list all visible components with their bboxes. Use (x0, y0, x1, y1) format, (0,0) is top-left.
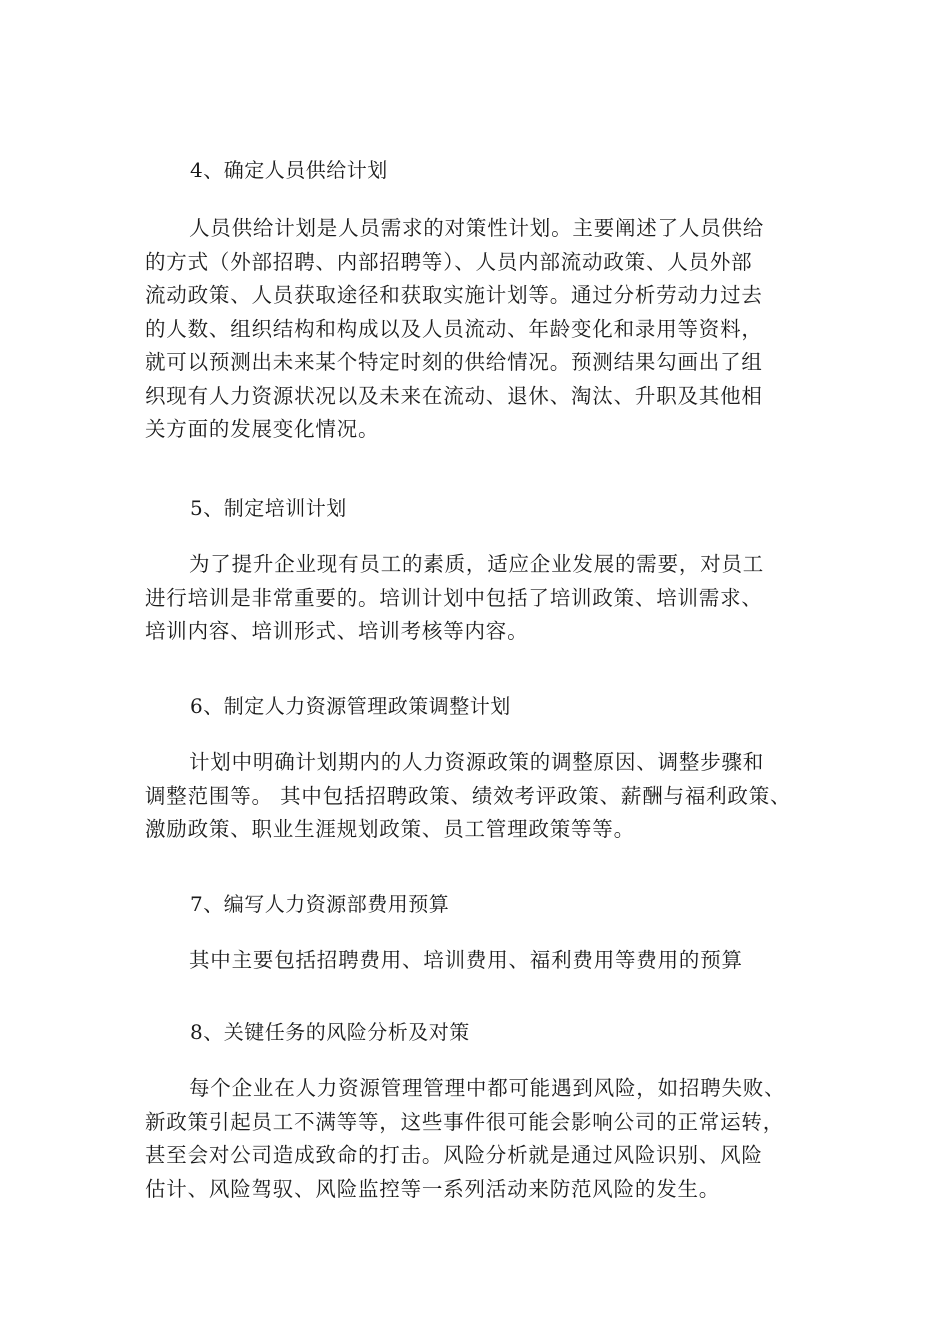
paragraph-line: 为了提升企业现有员工的素质，适应企业发展的需要，对员工 (189, 552, 765, 576)
paragraph-line: 调整范围等。 其中包括招聘政策、绩效考评政策、薪酬与福利政策、 (145, 783, 792, 808)
section-heading-4: 4、确定人员供给计划 (190, 158, 388, 182)
paragraph-line: 关方面的发展变化情况。 (145, 417, 380, 441)
paragraph-line: 激励政策、职业生涯规划政策、员工管理政策等等。 (145, 817, 635, 841)
section-heading-7: 7、编写人力资源部费用预算 (190, 892, 450, 916)
section-heading-5: 5、制定培训计划 (190, 496, 347, 520)
section-paragraph-6 (145, 746, 845, 847)
paragraph-line: 其中主要包括招聘费用、培训费用、福利费用等费用的预算 (189, 948, 743, 972)
paragraph-line: 培训内容、培训形式、培训考核等内容。 (145, 619, 529, 643)
paragraph-line: 每个企业在人力资源管理管理中都可能遇到风险，如招聘失败、 (189, 1076, 786, 1100)
paragraph-line: 估计、风险驾驭、风险监控等一系列活动来防范风险的发生。 (145, 1176, 721, 1201)
section-paragraph-7 (145, 944, 845, 978)
paragraph-line: 人员供给计划是人员需求的对策性计划。主要阐述了人员供给 (189, 216, 765, 240)
paragraph-line: 就可以预测出未来某个特定时刻的供给情况。预测结果勾画出了组 (145, 350, 763, 374)
paragraph-line: 织现有人力资源状况以及未来在流动、退休、淘汰、升职及其他相 (145, 383, 763, 408)
section-paragraph-8 (145, 1072, 845, 1206)
paragraph-line: 的人数、组织结构和构成以及人员流动、年龄变化和录用等资料， (145, 316, 763, 341)
section-paragraph-5 (145, 548, 845, 649)
section-paragraph-4 (145, 212, 845, 447)
paragraph-line: 甚至会对公司造成致命的打击。风险分析就是通过风险识别、风险 (145, 1143, 763, 1167)
section-heading-8: 8、关键任务的风险分析及对策 (190, 1020, 470, 1044)
paragraph-line: 新政策引起员工不满等等，这些事件很可能会影响公司的正常运转， (145, 1109, 784, 1134)
paragraph-line: 进行培训是非常重要的。培训计划中包括了培训政策、培训需求、 (145, 585, 763, 610)
paragraph-line: 计划中明确计划期内的人力资源政策的调整原因、调整步骤和 (189, 750, 765, 774)
paragraph-line: 流动政策、人员获取途径和获取实施计划等。通过分析劳动力过去 (145, 283, 763, 307)
paragraph-line: 的方式（外部招聘、内部招聘等）、人员内部流动政策、人员外部 (145, 249, 753, 274)
section-heading-6: 6、制定人力资源管理政策调整计划 (190, 694, 511, 718)
